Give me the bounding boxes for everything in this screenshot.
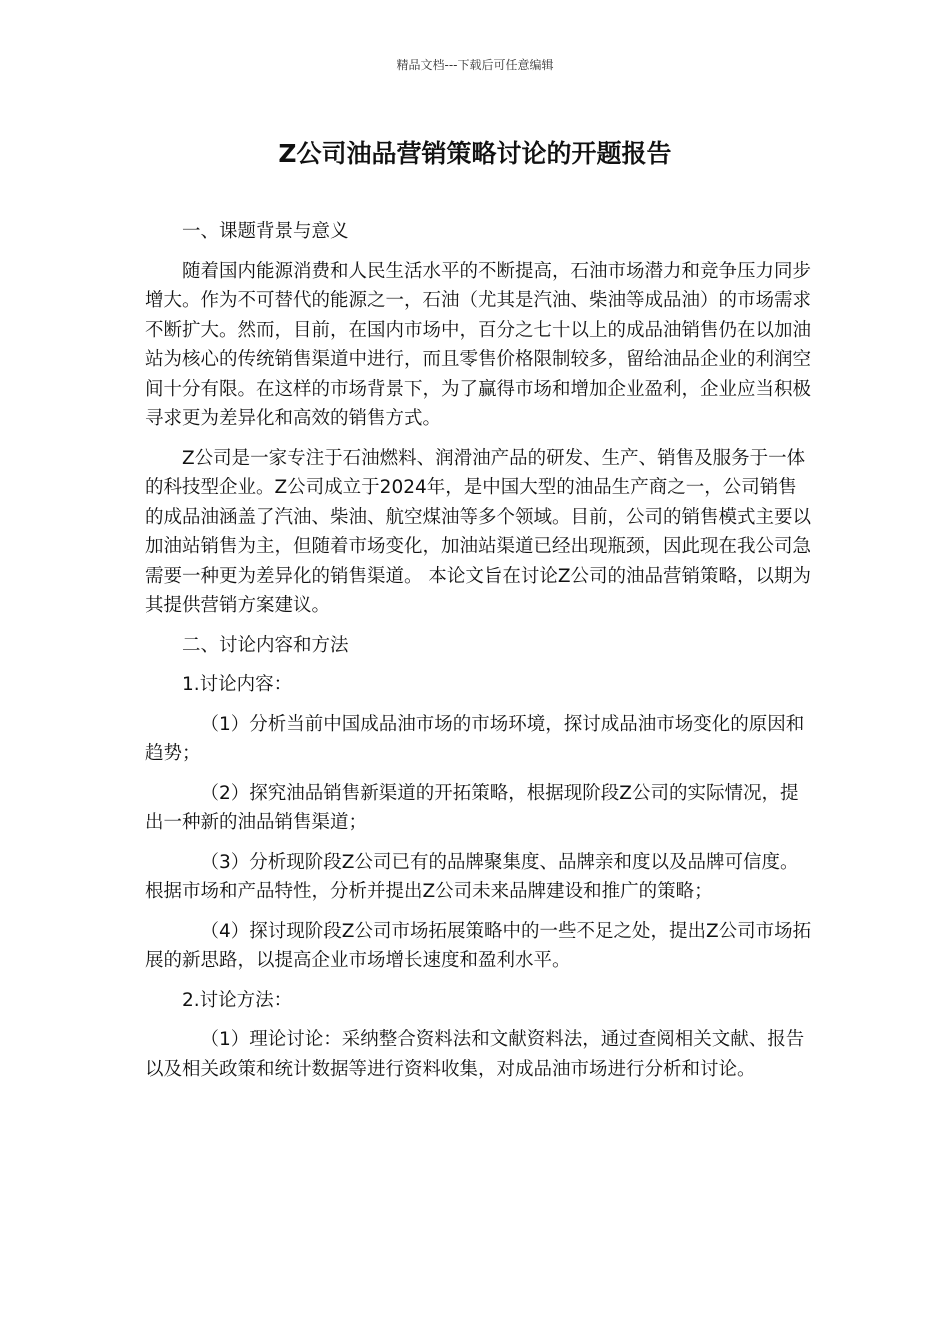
paragraph-background-1: 随着国内能源消费和人民生活水平的不断提高，石油市场潜力和竞争压力同步增大。作为不可替代的能源之一，石油（尤其是汽油、柴油等成品油）的市场需求不断扩大。然而，目前，在国内市场中，百分之七十以上的成品油销售仍在以加油站为核心的传统销售渠道中进行，而且零售价格限制较多，留给油品企业的利润空间十分有限。在这样的市场背景下，为了赢得市场和增加企业盈利，企业应当积极寻求更为差异化和高效的销售方式。 bbox=[145, 260, 812, 429]
section-heading-background: 一、课题背景与意义 bbox=[182, 221, 349, 242]
document-body bbox=[145, 217, 813, 1094]
paragraph-background-2: Z公司是一家专注于石油燃料、润滑油产品的研发、生产、销售及服务于一体的科技型企业。Z公司成立于2024年，是中国大型的油品生产商之一，公司销售的成品油涵盖了汽油、柴油、航空煤油等多个领域。目前，公司的销售模式主要以加油站销售为主，但随着市场变化，加油站渠道已经出现瓶颈，因此现在我公司急需要一种更为差异化的销售渠道。 本论文旨在讨论Z公司的油品营销策略，以期为其提供营销方案建议。 bbox=[145, 447, 812, 616]
section-heading-content-method: 二、讨论内容和方法 bbox=[182, 634, 349, 656]
document-title: Z公司油品营销策略讨论的开题报告 bbox=[278, 139, 672, 168]
content-item-4: （4）探讨现阶段Z公司市场拓展策略中的一些不足之处，提出Z公司市场拓展的新思路，以提高企业市场增长速度和盈利水平。 bbox=[145, 920, 812, 971]
method-item-1: （1）理论讨论：采纳整合资料法和文献资料法，通过查阅相关文献、报告以及相关政策和统计数据等进行资料收集，对成品油市场进行分析和讨论。 bbox=[145, 1029, 805, 1080]
subheading-discussion-content: 1.讨论内容： bbox=[182, 674, 293, 695]
content-item-3: （3）分析现阶段Z公司已有的品牌聚集度、品牌亲和度以及品牌可信度。根据市场和产品特性，分析并提出Z公司未来品牌建设和推广的策略； bbox=[145, 851, 799, 902]
content-item-1: （1）分析当前中国成品油市场的市场环境，探讨成品油市场变化的原因和趋势； bbox=[145, 713, 805, 764]
page-header: 精品文档---下载后可任意编辑 bbox=[396, 58, 554, 72]
content-item-2: （2）探究油品销售新渠道的开拓策略，根据现阶段Z公司的实际情况，提出一种新的油品销售渠道； bbox=[145, 782, 799, 833]
subheading-discussion-method: 2.讨论方法： bbox=[182, 989, 293, 1011]
